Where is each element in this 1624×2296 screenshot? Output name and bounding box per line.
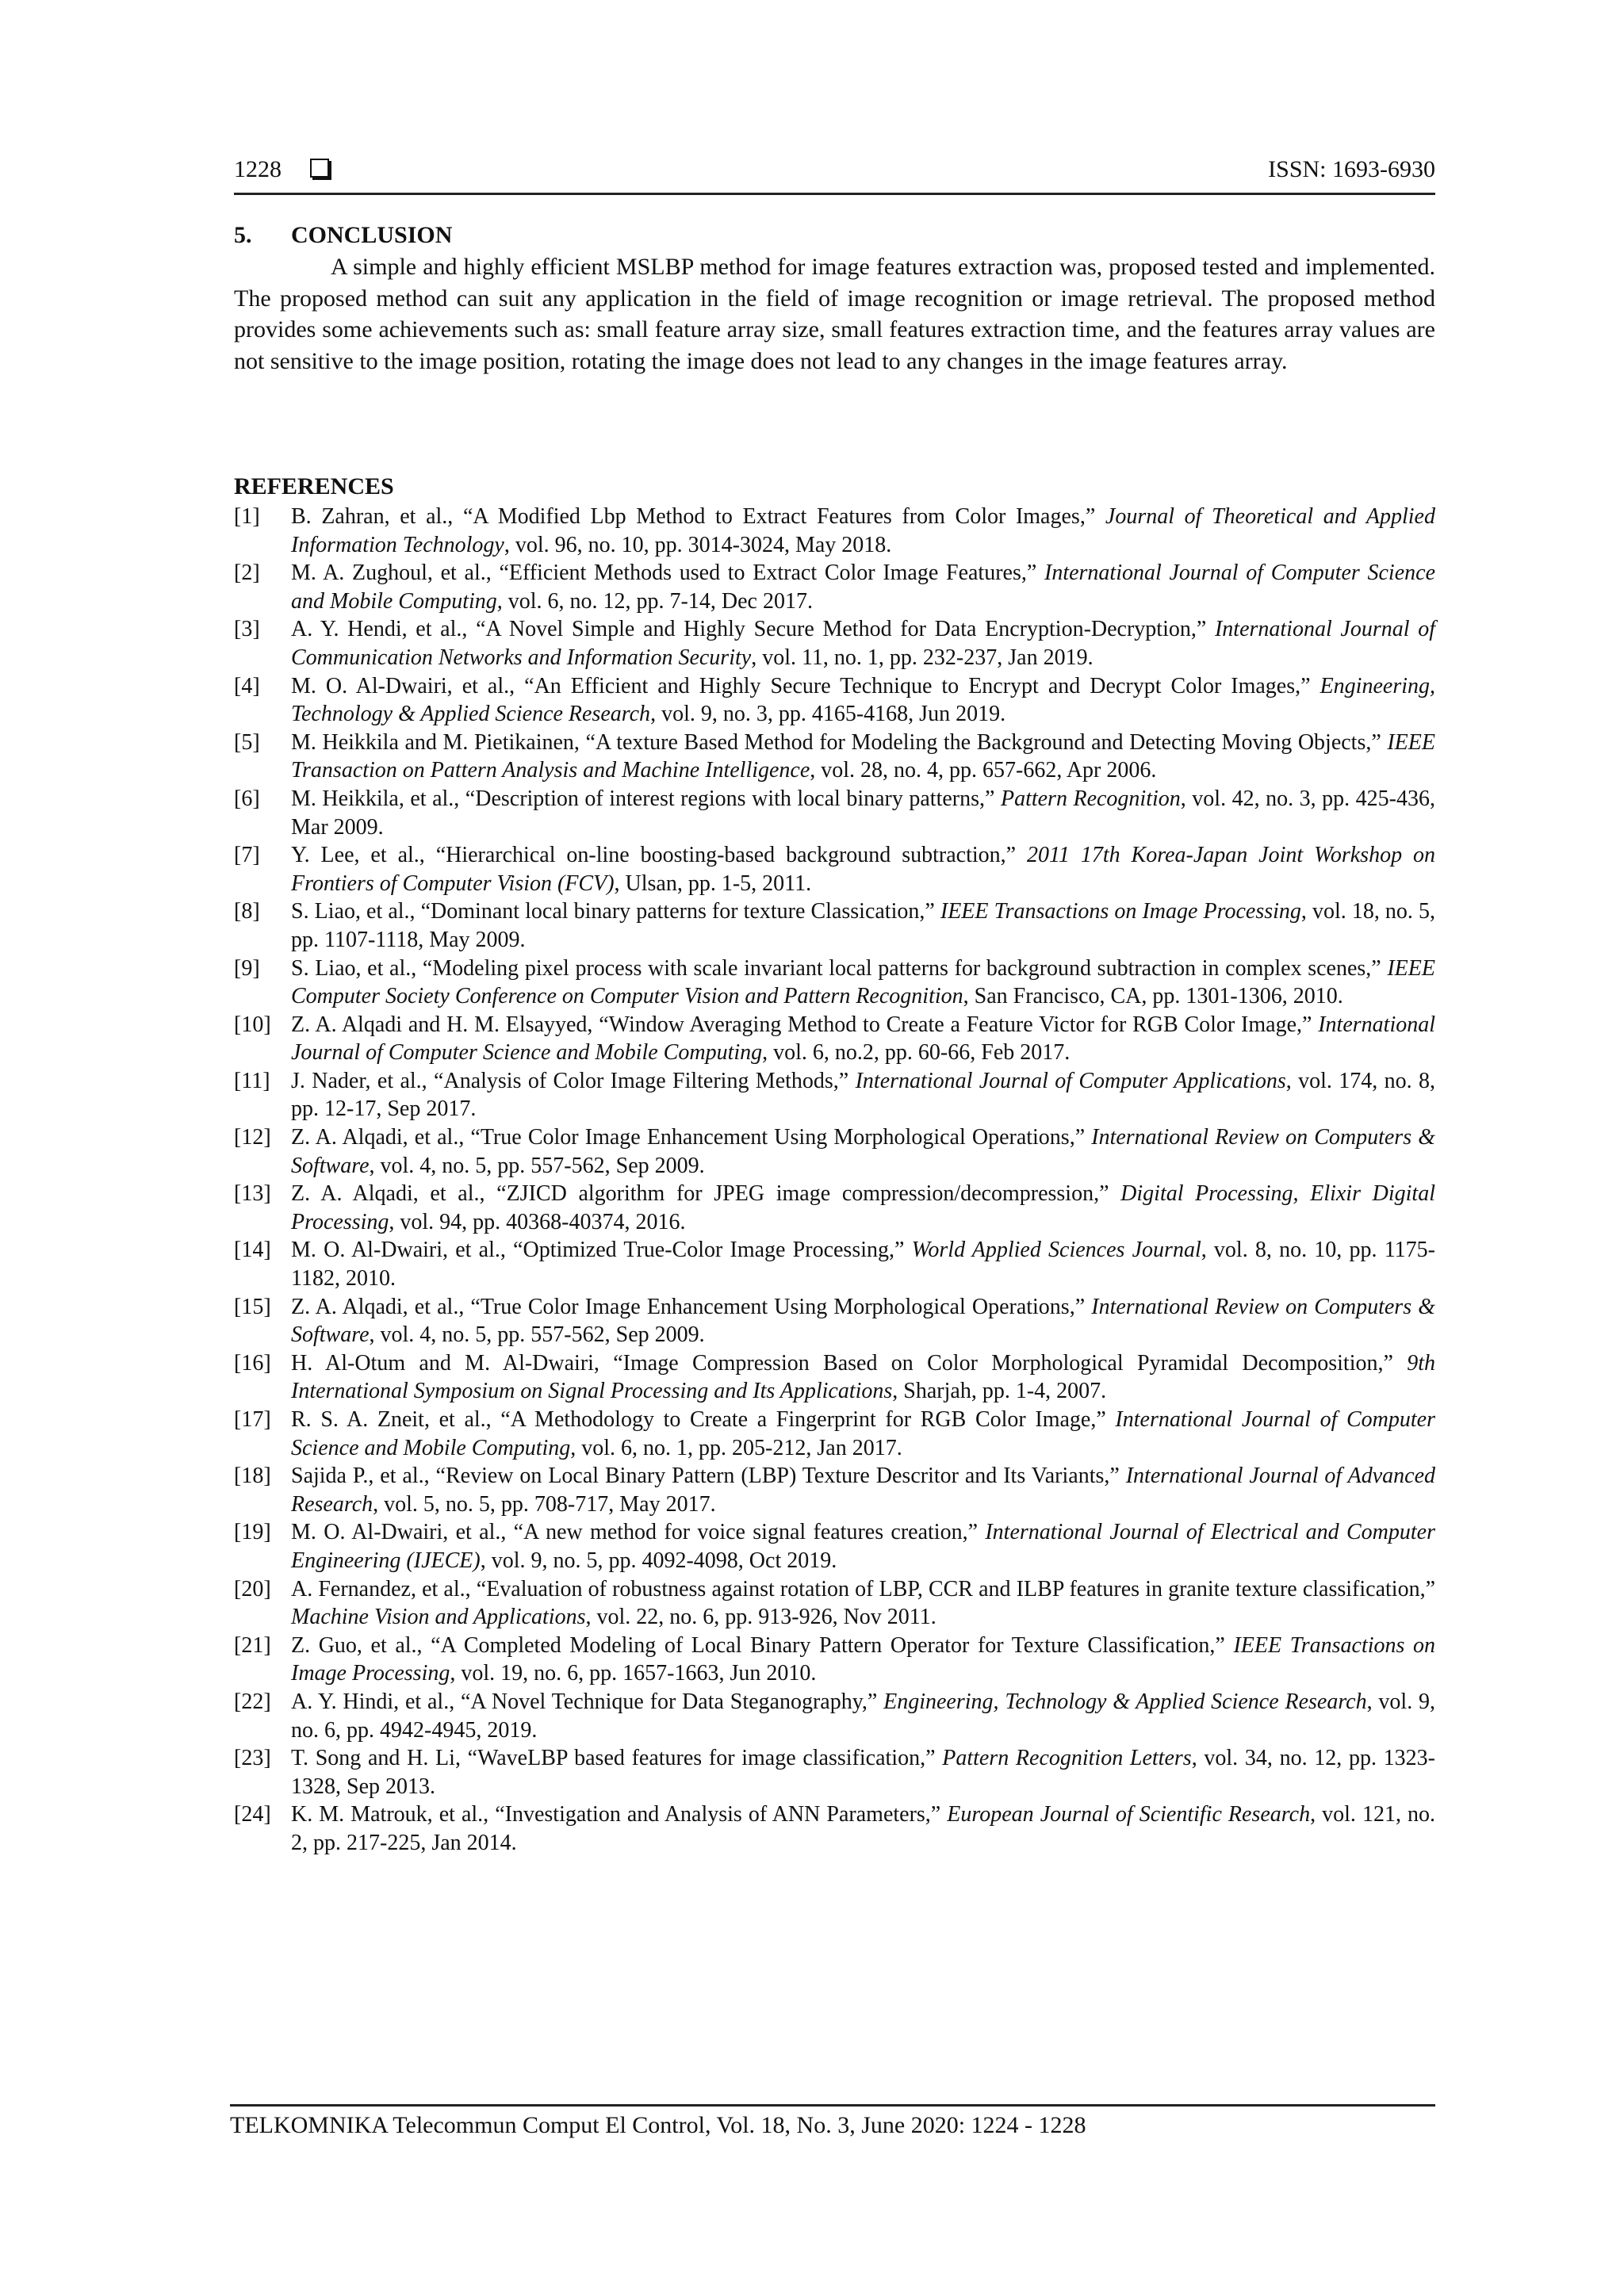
reference-venue: IEEE Transaction on Pattern Analysis and Machine Intelligence <box>291 729 1435 783</box>
reference-venue: International Journal of Electrical and Computer Engineering (IJECE) <box>291 1520 1435 1573</box>
reference-item <box>234 503 1435 559</box>
reference-number: [3] <box>234 617 260 642</box>
reference-venue: World Applied Sciences Journal <box>911 1238 1201 1263</box>
reference-venue: IEEE Transactions on Image Processing <box>940 899 1301 924</box>
reference-details: , vol. 5, no. 5, pp. 708-717, May 2017. <box>373 1491 716 1517</box>
reference-text <box>291 1518 1435 1575</box>
reference-text <box>291 1123 1435 1180</box>
reference-details: , vol. 9, no. 6, pp. 4942-4945, 2019. <box>291 1689 1435 1743</box>
reference-item <box>234 1688 1435 1744</box>
reference-details: , vol. 19, no. 6, pp. 1657-1663, Jun 2010. <box>450 1661 817 1686</box>
reference-authors-title: M. O. Al-Dwairi, et al., “Optimized True-Color Image Processing,” <box>291 1238 912 1263</box>
reference-authors-title: A. Fernandez, et al., “Evaluation of robustness against rotation of LBP, CCR and ILBP features in granite texture classification,” <box>291 1576 1435 1601</box>
reference-number: [2] <box>234 561 260 586</box>
reference-venue: European Journal of Scientific Research <box>947 1802 1311 1827</box>
reference-item <box>234 1293 1435 1349</box>
reference-text <box>291 559 1435 615</box>
reference-number: [8] <box>234 899 260 924</box>
reference-number: [5] <box>234 729 260 755</box>
references-heading: REFERENCES <box>234 473 394 499</box>
reference-text <box>291 1688 1435 1744</box>
reference-details: , San Francisco, CA, pp. 1301-1306, 2010. <box>963 984 1343 1009</box>
section-number: 5. <box>234 222 252 248</box>
reference-number: [12] <box>234 1125 271 1150</box>
reference-number: [10] <box>234 1012 271 1037</box>
reference-authors-title: Z. Guo, et al., “A Completed Modeling of Local Binary Pattern Operator for Texture Classification,” <box>291 1632 1234 1658</box>
reference-item <box>234 955 1435 1011</box>
reference-text <box>291 1293 1435 1349</box>
reference-text <box>291 1236 1435 1292</box>
reference-item <box>234 1575 1435 1632</box>
reference-details: , vol. 6, no. 1, pp. 205-212, Jan 2017. <box>570 1435 902 1460</box>
section-title: CONCLUSION <box>291 222 453 248</box>
reference-authors-title: J. Nader, et al., “Analysis of Color Image Filtering Methods,” <box>291 1068 856 1093</box>
reference-venue: International Journal of Advanced Research <box>291 1464 1435 1517</box>
reference-venue: Pattern Recognition <box>1000 786 1181 811</box>
reference-details: , vol. 8, no. 10, pp. 1175-1182, 2010. <box>291 1238 1435 1292</box>
reference-item <box>234 615 1435 672</box>
reference-details: , vol. 18, no. 5, pp. 1107-1118, May 2009. <box>291 899 1436 952</box>
reference-text <box>291 503 1435 559</box>
reference-details: , vol. 9, no. 3, pp. 4165-4168, Jun 2019. <box>650 702 1006 727</box>
reference-item <box>234 1406 1435 1462</box>
reference-venue: Pattern Recognition Letters <box>942 1746 1192 1771</box>
reference-authors-title: S. Liao, et al., “Dominant local binary patterns for texture Classication,” <box>291 899 940 924</box>
reference-details: , vol. 96, no. 10, pp. 3014-3024, May 2018. <box>504 532 892 557</box>
reference-text <box>291 615 1435 672</box>
reference-details: , vol. 28, no. 4, pp. 657-662, Apr 2006. <box>810 758 1157 783</box>
reference-text <box>291 672 1435 729</box>
reference-authors-title: M. O. Al-Dwairi, et al., “An Efficient and Highly Secure Technique to Encrypt and Decrypt Color Images,” <box>291 673 1320 698</box>
reference-number: [17] <box>234 1407 271 1432</box>
reference-number: [9] <box>234 955 260 981</box>
reference-text <box>291 897 1435 954</box>
reference-item <box>234 1011 1435 1067</box>
reference-number: [6] <box>234 786 260 811</box>
reference-number: [11] <box>234 1068 270 1093</box>
reference-text <box>291 785 1435 841</box>
reference-authors-title: H. Al-Otum and M. Al-Dwairi, “Image Compression Based on Color Morphological Pyramidal Decomposition,” <box>291 1350 1408 1376</box>
reference-authors-title: A. Y. Hindi, et al., “A Novel Technique for Data Steganography,” <box>291 1689 884 1714</box>
reference-venue: Digital Processing, Elixir Digital Processing <box>291 1181 1435 1234</box>
reference-item <box>234 1067 1435 1123</box>
conclusion-paragraph: A simple and highly efficient MSLBP method for image features extraction was, proposed tested and implemented. The proposed method can suit any application in the field of image recognition or image retrieval. The proposed method provides some achievements such as: small feature array size, small features extraction time, and the features array values are not sensitive to the image position, rotating the image does not lead to any changes in the image features array. <box>234 254 1435 374</box>
reference-item <box>234 1349 1435 1406</box>
reference-authors-title: Sajida P., et al., “Review on Local Binary Pattern (LBP) Texture Descritor and Its Variants,” <box>291 1464 1126 1489</box>
page-footer <box>230 2104 1435 2140</box>
footer-text: TELKOMNIKA Telecommun Comput El Control, Vol. 18, No. 3, June 2020: 1224 - 1228 <box>230 2112 1086 2138</box>
reference-authors-title: M. O. Al-Dwairi, et al., “A new method for voice signal features creation,” <box>291 1520 986 1545</box>
reference-number: [18] <box>234 1464 271 1489</box>
reference-venue: Journal of Theoretical and Applied Information Technology <box>291 504 1435 557</box>
reference-details: , vol. 94, pp. 40368-40374, 2016. <box>389 1209 686 1234</box>
reference-details: , vol. 34, no. 12, pp. 1323-1328, Sep 2013. <box>291 1746 1436 1799</box>
reference-venue: IEEE Transactions on Image Processing <box>291 1632 1436 1686</box>
reference-number: [13] <box>234 1181 271 1207</box>
reference-number: [23] <box>234 1746 271 1771</box>
square-icon <box>310 159 329 178</box>
reference-number: [20] <box>234 1576 271 1601</box>
reference-details: , vol. 4, no. 5, pp. 557-562, Sep 2009. <box>369 1153 705 1178</box>
reference-venue: International Journal of Computer Science and Mobile Computing <box>291 1407 1435 1460</box>
reference-venue: 2011 17th Korea-Japan Joint Workshop on Frontiers of Computer Vision (FCV) <box>291 843 1436 896</box>
reference-venue: Engineering, Technology & Applied Science Research <box>291 673 1435 727</box>
reference-item <box>234 1744 1435 1800</box>
reference-details: , Ulsan, pp. 1-5, 2011. <box>614 871 812 896</box>
reference-text <box>291 955 1435 1011</box>
reference-venue: International Journal of Computer Science and Mobile Computing, <box>291 561 1435 614</box>
reference-venue: 9th International Symposium on Signal Processing and Its Applications <box>291 1350 1435 1404</box>
reference-text <box>291 1406 1435 1462</box>
reference-number: [19] <box>234 1520 271 1545</box>
reference-authors-title: R. S. A. Zneit, et al., “A Methodology to Create a Fingerprint for RGB Color Image,” <box>291 1407 1116 1432</box>
reference-item <box>234 1123 1435 1180</box>
reference-item <box>234 841 1435 897</box>
reference-authors-title: Z. A. Alqadi and H. M. Elsayyed, “Window Averaging Method to Create a Feature Victor for RGB Color Image,” <box>291 1012 1319 1037</box>
reference-venue: International Journal of Computer Science and Mobile Computing <box>291 1012 1435 1066</box>
reference-details: , vol. 22, no. 6, pp. 913-926, Nov 2011. <box>585 1605 936 1630</box>
reference-number: [15] <box>234 1294 271 1319</box>
reference-number: [24] <box>234 1802 271 1827</box>
reference-item <box>234 672 1435 729</box>
reference-venue: IEEE Computer Society Conference on Computer Vision and Pattern Recognition <box>291 955 1435 1009</box>
reference-details: , vol. 174, no. 8, pp. 12-17, Sep 2017. <box>291 1068 1436 1122</box>
reference-authors-title: S. Liao, et al., “Modeling pixel process with scale invariant local patterns for background subtraction in complex scenes,” <box>291 955 1388 981</box>
issn-label: ISSN: 1693-6930 <box>1268 156 1435 182</box>
reference-venue: International Journal of Computer Applications <box>855 1068 1286 1093</box>
reference-item <box>234 729 1435 785</box>
reference-authors-title: Z. A. Alqadi, et al., “ZJICD algorithm for JPEG image compression/decompression,” <box>291 1181 1121 1207</box>
reference-authors-title: A. Y. Hendi, et al., “A Novel Simple and Highly Secure Method for Data Encryption-Decryption,” <box>291 617 1215 642</box>
reference-text <box>291 1067 1435 1123</box>
reference-list <box>234 503 1435 1858</box>
reference-authors-title: M. Heikkila and M. Pietikainen, “A texture Based Method for Modeling the Background and Detecting Moving Objects,” <box>291 729 1388 755</box>
reference-item <box>234 1462 1435 1518</box>
reference-text <box>291 1800 1435 1857</box>
page-header <box>234 155 1435 195</box>
reference-venue: International Journal of Communication Networks and Information Security <box>291 617 1435 670</box>
reference-number: [1] <box>234 504 260 529</box>
reference-text <box>291 1180 1435 1236</box>
reference-venue: International Review on Computers & Software <box>291 1125 1435 1178</box>
reference-venue: Machine Vision and Applications <box>291 1605 586 1630</box>
reference-venue: Engineering, Technology & Applied Science Research <box>883 1689 1367 1714</box>
reference-item <box>234 1632 1435 1688</box>
reference-text <box>291 1349 1435 1406</box>
reference-text <box>291 1575 1435 1632</box>
reference-details: , vol. 4, no. 5, pp. 557-562, Sep 2009. <box>369 1322 705 1348</box>
reference-text <box>291 1462 1435 1518</box>
reference-details: , vol. 42, no. 3, pp. 425-436, Mar 2009. <box>291 786 1435 840</box>
reference-text <box>291 729 1435 785</box>
reference-authors-title: B. Zahran, et al., “A Modified Lbp Method to Extract Features from Color Images,” <box>291 504 1105 529</box>
reference-text <box>291 841 1435 897</box>
reference-details: , vol. 9, no. 5, pp. 4092-4098, Oct 2019. <box>480 1548 837 1573</box>
reference-item <box>234 1800 1435 1857</box>
section-heading <box>234 221 452 250</box>
reference-details: , vol. 121, no. 2, pp. 217-225, Jan 2014. <box>291 1802 1436 1855</box>
reference-item <box>234 1518 1435 1575</box>
reference-item <box>234 559 1435 615</box>
reference-text <box>291 1744 1435 1800</box>
reference-details: , vol. 11, no. 1, pp. 232-237, Jan 2019. <box>751 645 1094 670</box>
reference-number: [7] <box>234 843 260 868</box>
reference-details: , vol. 6, no.2, pp. 60-66, Feb 2017. <box>762 1040 1071 1066</box>
reference-number: [14] <box>234 1238 271 1263</box>
reference-authors-title: M. A. Zughoul, et al., “Efficient Methods used to Extract Color Image Features,” <box>291 561 1044 586</box>
reference-details: , Sharjah, pp. 1-4, 2007. <box>892 1379 1107 1404</box>
reference-authors-title: K. M. Matrouk, et al., “Investigation and Analysis of ANN Parameters,” <box>291 1802 948 1827</box>
reference-text <box>291 1011 1435 1067</box>
page-number: 1228 <box>234 156 282 182</box>
reference-text <box>291 1632 1435 1688</box>
reference-details: vol. 6, no. 12, pp. 7-14, Dec 2017. <box>502 588 813 614</box>
reference-number: [21] <box>234 1632 271 1658</box>
reference-item <box>234 785 1435 841</box>
reference-item <box>234 1236 1435 1292</box>
reference-venue: International Review on Computers & Software <box>291 1294 1435 1348</box>
reference-number: [16] <box>234 1350 271 1376</box>
reference-item <box>234 1180 1435 1236</box>
reference-authors-title: T. Song and H. Li, “WaveLBP based features for image classification,” <box>291 1746 943 1771</box>
reference-number: [22] <box>234 1689 271 1714</box>
reference-authors-title: Z. A. Alqadi, et al., “True Color Image Enhancement Using Morphological Operations,” <box>291 1294 1092 1319</box>
reference-authors-title: Y. Lee, et al., “Hierarchical on-line boosting-based background subtraction,” <box>291 843 1027 868</box>
reference-authors-title: M. Heikkila, et al., “Description of interest regions with local binary patterns,” <box>291 786 1001 811</box>
reference-authors-title: Z. A. Alqadi, et al., “True Color Image Enhancement Using Morphological Operations,” <box>291 1125 1092 1150</box>
reference-number: [4] <box>234 673 260 698</box>
reference-item <box>234 897 1435 954</box>
